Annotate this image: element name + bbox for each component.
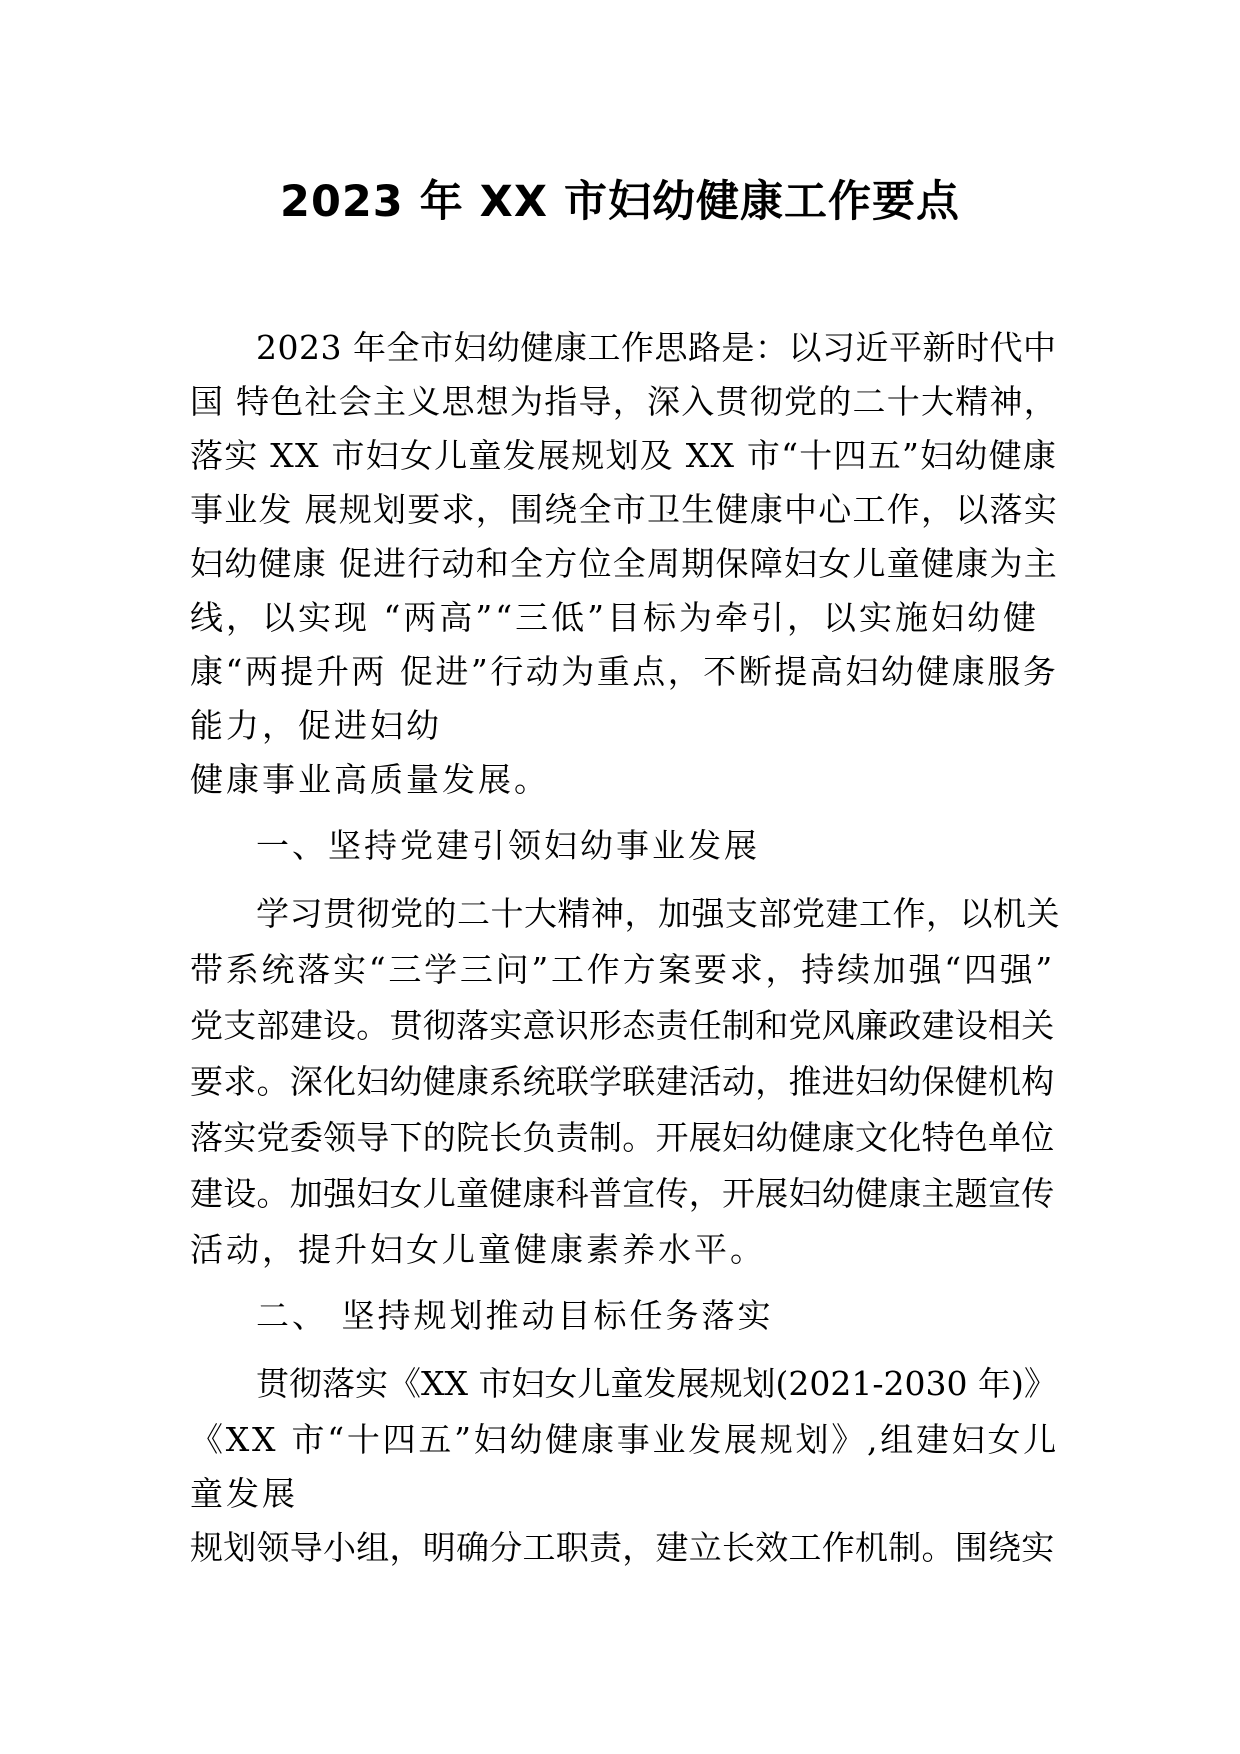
paragraph-line: 党支部建设。贯彻落实意识形态责任制和党风廉政建设相关 xyxy=(190,1006,1055,1045)
paragraph-line: 《XX 市“十四五”妇幼健康事业发展规划》,组建妇女儿 xyxy=(190,1420,1059,1459)
section-heading: 一、坚持党建引领妇幼事业发展 xyxy=(256,826,760,865)
paragraph-line: 健康事业高质量发展。 xyxy=(190,760,550,799)
paragraph-line: 带系统落实“三学三问”工作方案要求，持续加强“四强” xyxy=(190,950,1055,989)
paragraph-line: 规划领导小组，明确分工职责，建立长效工作机制。围绕实 xyxy=(190,1528,1055,1567)
paragraph-line: 事业发 展规划要求，围绕全市卫生健康中心工作，以落实 xyxy=(190,490,1058,529)
paragraph-line: 要求。深化妇幼健康系统联学联建活动，推进妇幼保健机构 xyxy=(190,1062,1055,1101)
paragraph-line: 康“两提升两 促进”行动为重点，不断提高妇幼健康服务 xyxy=(190,652,1059,691)
paragraph-line: 落实党委领导下的院长负责制。开展妇幼健康文化特色单位 xyxy=(190,1118,1055,1157)
paragraph-line: 能力，促进妇幼 xyxy=(190,706,442,745)
paragraph-line: 线，以实现 “两高”“三低”目标为牵引，以实施妇幼健 xyxy=(190,598,1039,637)
document-title: 2023 年 XX 市妇幼健康工作要点 xyxy=(280,177,960,227)
paragraph-line: 学习贯彻党的二十大精神，加强支部党建工作，以机关 xyxy=(256,894,1060,933)
paragraph-line: 落实 XX 市妇女儿童发展规划及 XX 市“十四五”妇幼健康 xyxy=(190,436,1058,475)
paragraph-line: 妇幼健康 促进行动和全方位全周期保障妇女儿童健康为主 xyxy=(190,544,1058,583)
paragraph-line: 国 特色社会主义思想为指导，深入贯彻党的二十大精神， xyxy=(190,382,1058,421)
paragraph-line: 2023 年全市妇幼健康工作思路是：以习近平新时代中 xyxy=(256,328,1057,367)
section-heading: 二、 坚持规划推动目标任务落实 xyxy=(256,1296,774,1335)
paragraph-line: 活动，提升妇女儿童健康素养水平。 xyxy=(190,1230,766,1269)
paragraph-line: 童发展 xyxy=(190,1474,298,1513)
paragraph-line: 贯彻落实《XX 市妇女儿童发展规划(2021-2030 年)》 xyxy=(256,1364,1057,1403)
paragraph-line: 建设。加强妇女儿童健康科普宣传，开展妇幼健康主题宣传 xyxy=(190,1174,1055,1213)
